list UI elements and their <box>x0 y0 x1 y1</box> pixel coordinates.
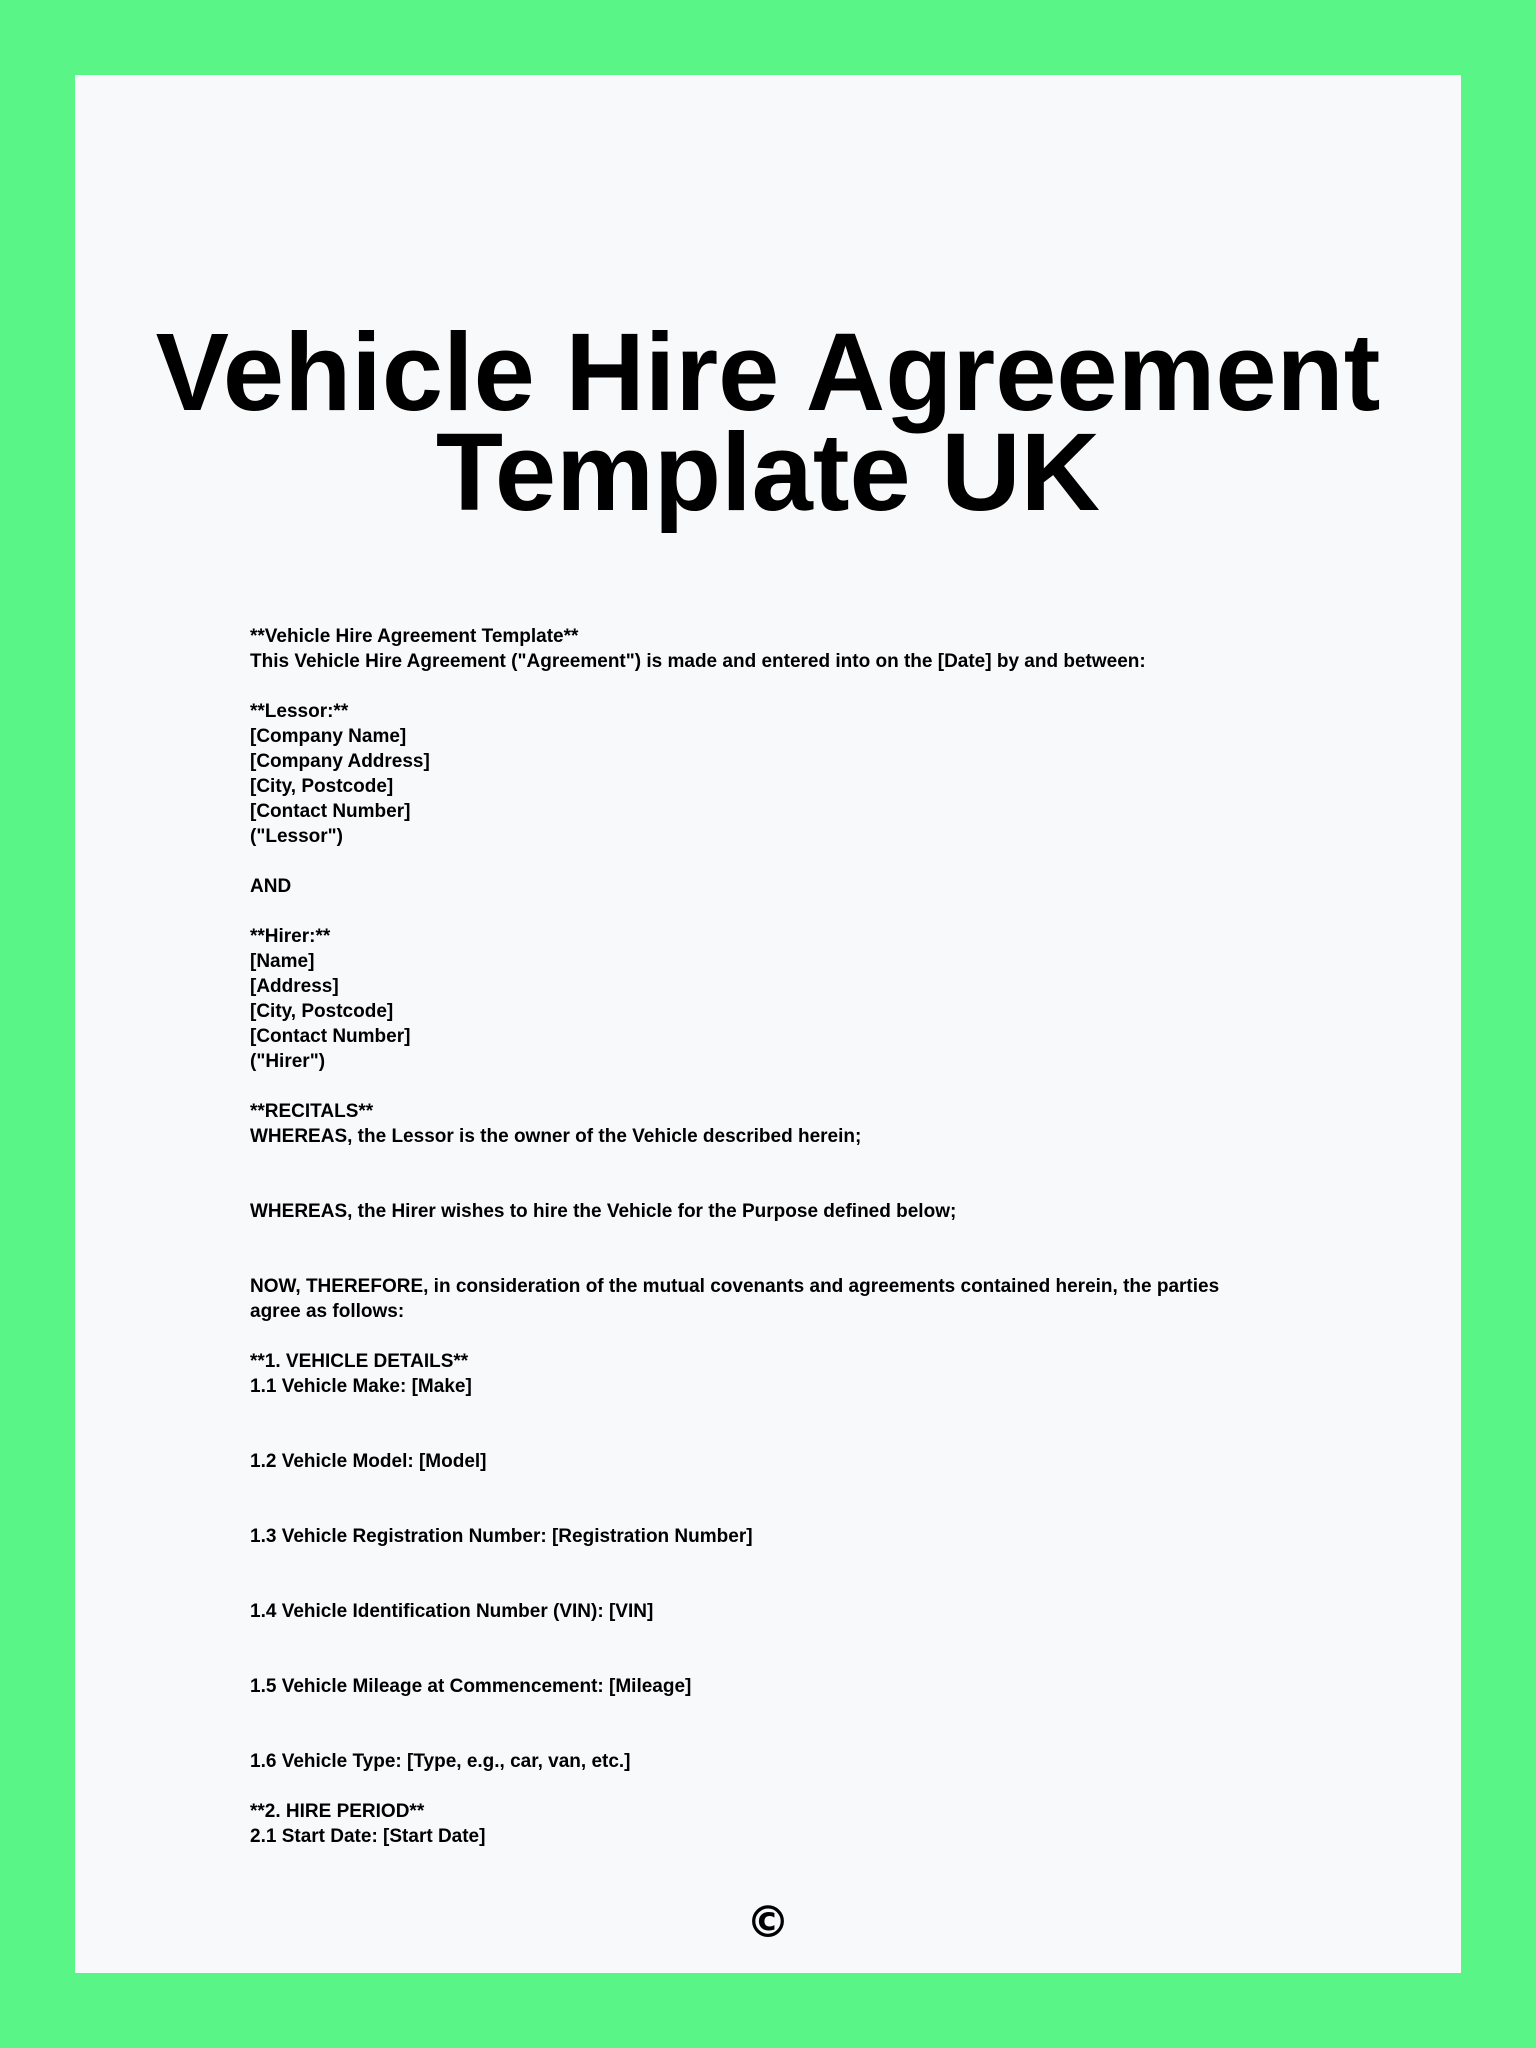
hirer-address: [Address] <box>250 976 339 997</box>
lessor-alias: ("Lessor") <box>250 826 343 847</box>
hirer-name: [Name] <box>250 951 315 972</box>
recital-whereas-2: WHEREAS, the Hirer wishes to hire the Vehicle for the Purpose defined below; <box>250 1201 957 1222</box>
vehicle-vin: 1.4 Vehicle Identification Number (VIN): [VIN] <box>250 1601 654 1622</box>
page-title-line-1: Vehicle Hire Agreement <box>155 311 1381 434</box>
lessor-company-address: [Company Address] <box>250 751 430 772</box>
section-2-label: **2. HIRE PERIOD** <box>250 1801 425 1822</box>
vehicle-model: 1.2 Vehicle Model: [Model] <box>250 1451 487 1472</box>
hire-start-date: 2.1 Start Date: [Start Date] <box>250 1826 486 1847</box>
now-therefore-line-1: NOW, THEREFORE, in consideration of the mutual covenants and agreements contained herein, the parties <box>250 1276 1220 1297</box>
vehicle-make: 1.1 Vehicle Make: [Make] <box>250 1376 472 1397</box>
page-title <box>75 311 1461 534</box>
hirer-city-postcode: [City, Postcode] <box>250 1001 394 1022</box>
recital-whereas-1: WHEREAS, the Lessor is the owner of the Vehicle described herein; <box>250 1126 862 1147</box>
lessor-label: **Lessor:** <box>250 701 349 722</box>
document-body <box>250 624 1340 1849</box>
vehicle-mileage: 1.5 Vehicle Mileage at Commencement: [Mileage] <box>250 1676 692 1697</box>
hirer-label: **Hirer:** <box>250 926 331 947</box>
now-therefore-line-2: agree as follows: <box>250 1301 405 1322</box>
lessor-company-name: [Company Name] <box>250 726 407 747</box>
document-page <box>75 75 1461 1973</box>
document-heading: **Vehicle Hire Agreement Template** <box>250 626 579 647</box>
page-title-line-2: Template UK <box>435 411 1101 534</box>
recitals-label: **RECITALS** <box>250 1101 374 1122</box>
lessor-city-postcode: [City, Postcode] <box>250 776 394 797</box>
vehicle-registration: 1.3 Vehicle Registration Number: [Registration Number] <box>250 1526 753 1547</box>
copyright-icon: © <box>746 1897 790 1948</box>
section-1-label: **1. VEHICLE DETAILS** <box>250 1351 469 1372</box>
and-separator: AND <box>250 876 292 897</box>
vehicle-type: 1.6 Vehicle Type: [Type, e.g., car, van, etc.] <box>250 1751 631 1772</box>
hirer-contact-number: [Contact Number] <box>250 1026 411 1047</box>
lessor-contact-number: [Contact Number] <box>250 801 411 822</box>
intro-paragraph: This Vehicle Hire Agreement ("Agreement") is made and entered into on the [Date] by and between: <box>250 651 1146 672</box>
hirer-alias: ("Hirer") <box>250 1051 326 1072</box>
